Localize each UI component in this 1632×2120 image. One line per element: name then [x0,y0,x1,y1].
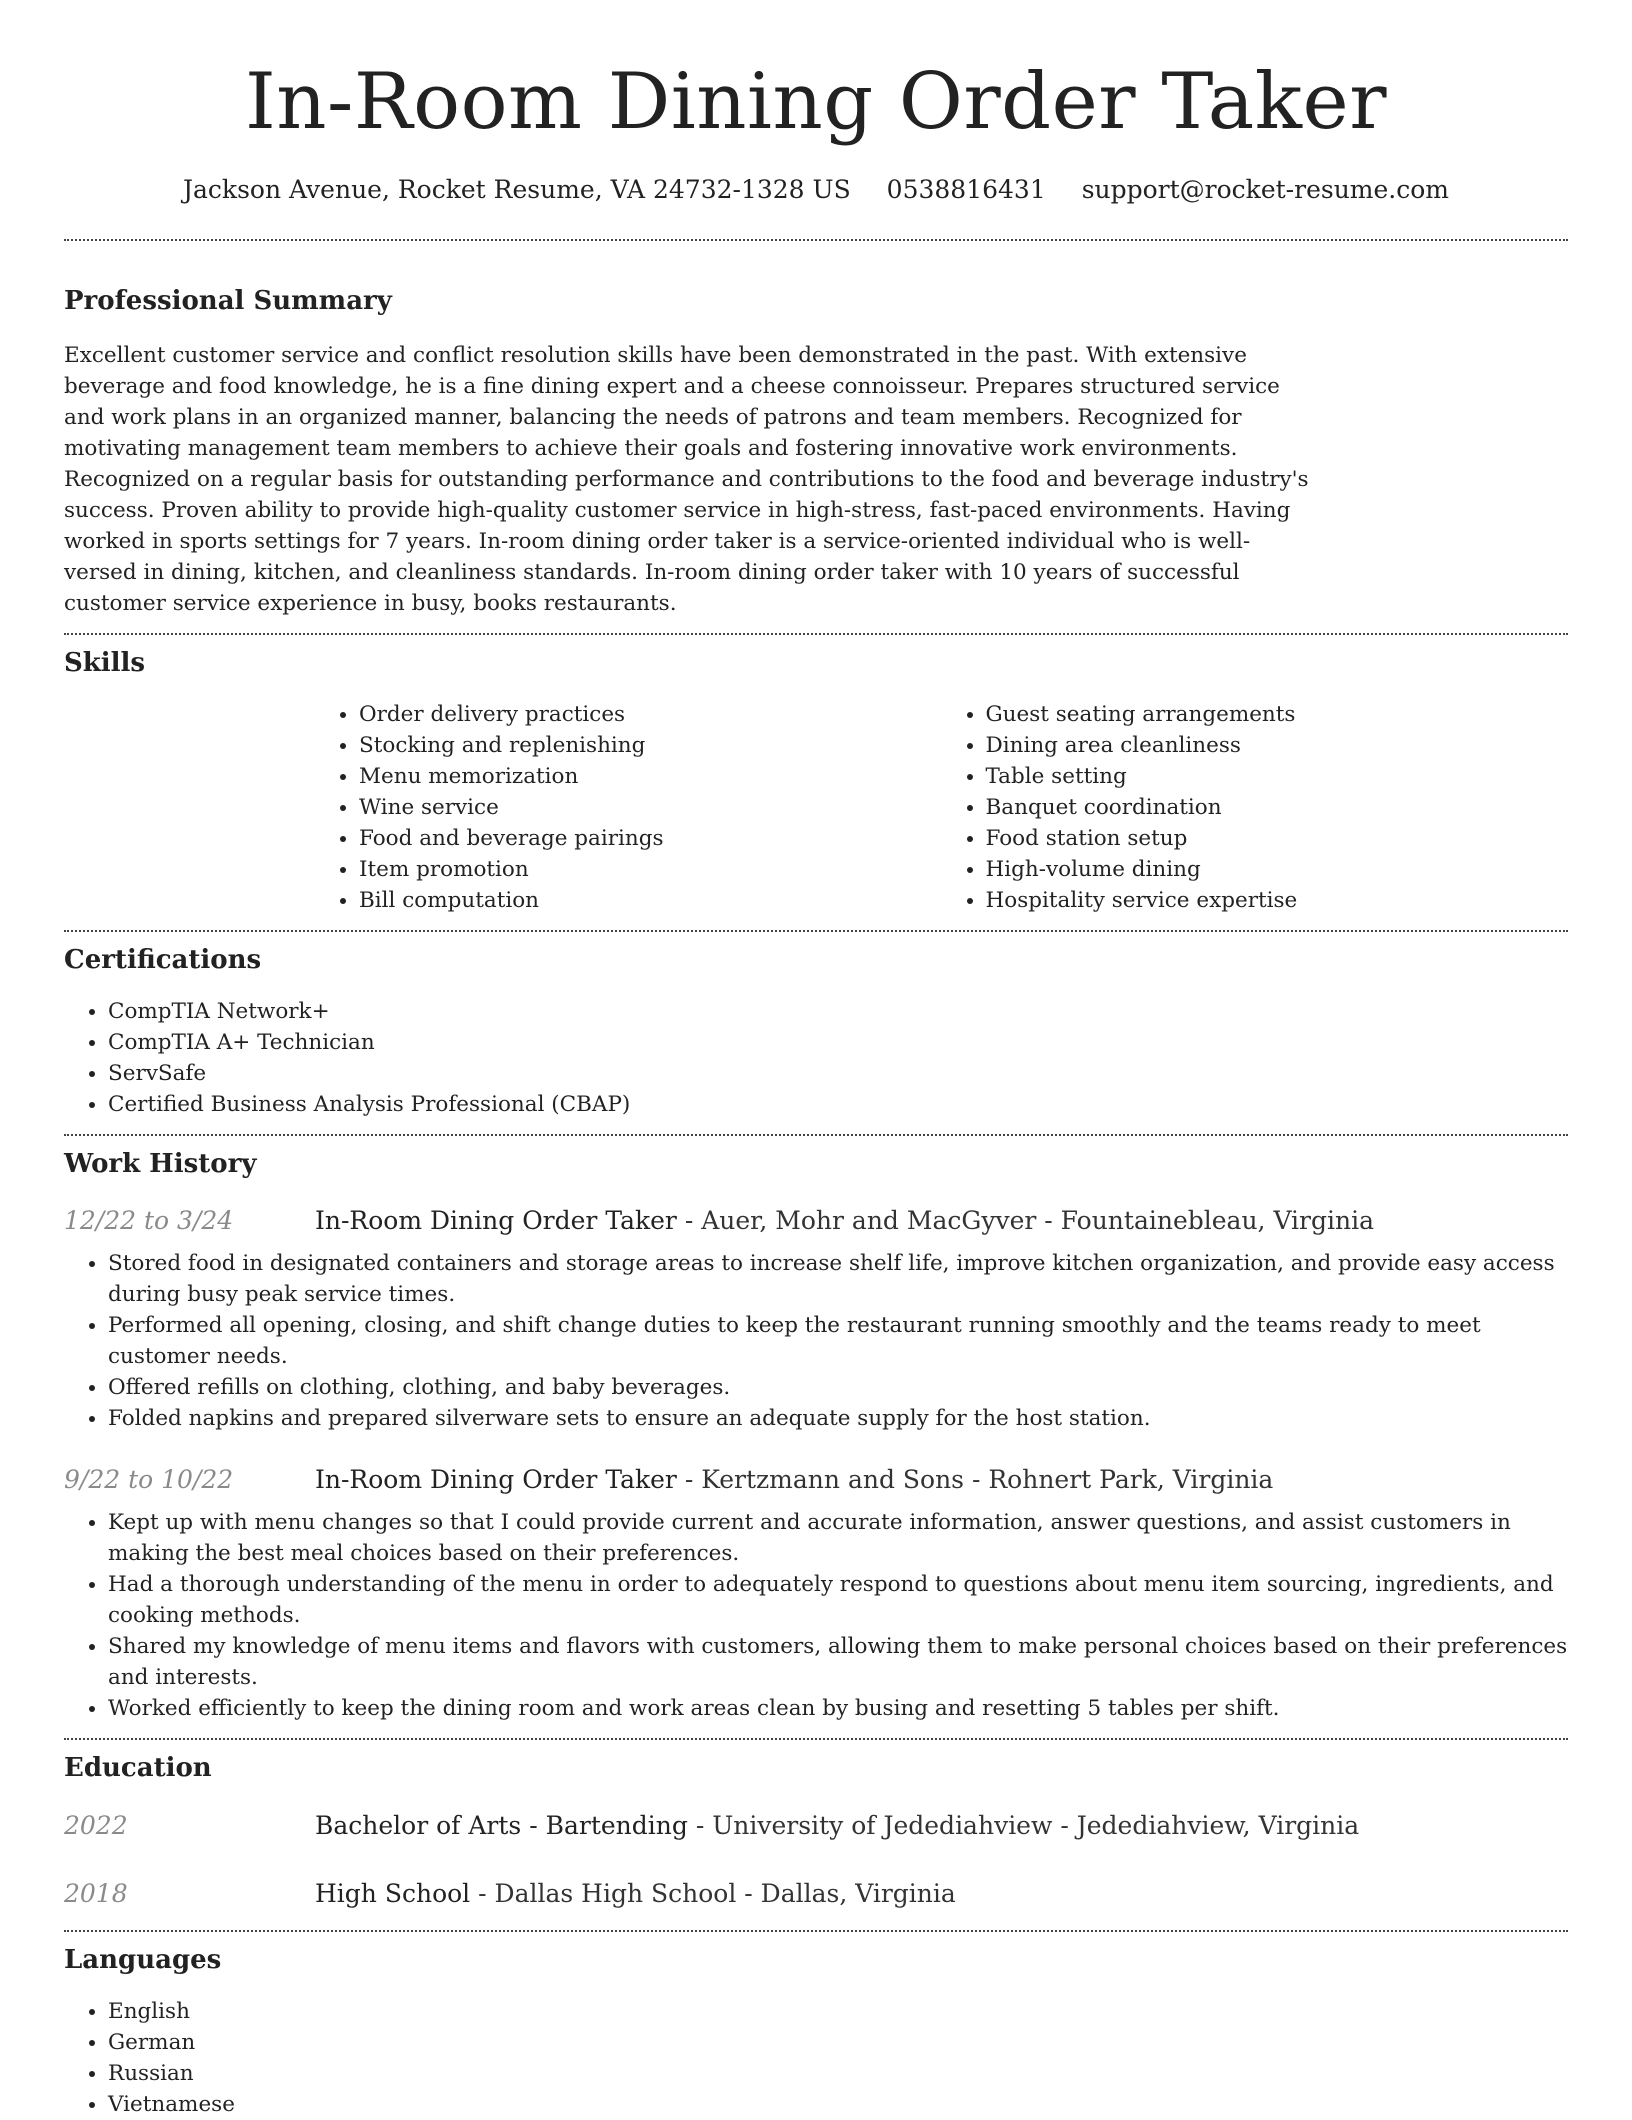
list-item: • English [108,1996,1568,2027]
section-title-certifications: Certifications [64,945,262,975]
list-item: • Food station setup [986,823,1569,854]
list-item: • Performed all opening, closing, and shift change duties to keep the restaurant running smoothly and the teams ready to meet customer needs. [108,1310,1568,1372]
section-title-languages: Languages [64,1945,222,1975]
job-dates: 9/22 to 10/22 [64,1465,234,1494]
job-bullets [64,1248,1568,1434]
job-bullets [64,1507,1568,1724]
contact-phone: 0538816431 [886,175,1046,204]
education-title [315,1876,956,1912]
list-item: • Vietnamese [108,2089,1568,2120]
list-item: • Food and beverage pairings [359,823,942,854]
skills-column-left [315,699,942,916]
list-item: • Shared my knowledge of menu items and flavors with customers, allowing them to make personal choices based on their preferences and interests. [108,1631,1568,1693]
list-item: • Russian [108,2058,1568,2089]
list-item: • Order delivery practices [359,699,942,730]
list-item: • Kept up with menu changes so that I could provide current and accurate information, answer questions, and assist customers in making the best meal choices based on their preferences. [108,1507,1568,1569]
skills-column-right [942,699,1569,916]
list-item: • Stored food in designated containers and storage areas to increase shelf life, improve kitchen organization, and provide easy access during busy peak service times. [108,1248,1568,1310]
section-title-summary: Professional Summary [64,286,392,316]
list-item: • German [108,2027,1568,2058]
list-item: • Hospitality service expertise [986,885,1569,916]
list-item: • CompTIA A+ Technician [108,1027,1568,1058]
list-item: • ServSafe [108,1058,1568,1089]
job-entry [64,1203,1568,1434]
job-employer: - Kertzmann and Sons - Rohnert Park, Virginia [676,1465,1274,1494]
skills-list [315,699,1568,916]
education-degree: Bachelor of Arts - Bartending [315,1811,688,1840]
list-item: • Worked efficiently to keep the dining room and work areas clean by busing and resetting 5 tables per shift. [108,1693,1568,1724]
education-year: 2018 [64,1879,128,1908]
education-entry [64,1808,1568,1844]
list-item: • Stocking and replenishing [359,730,942,761]
education-degree: High School [315,1879,471,1908]
list-item: • Bill computation [359,885,942,916]
list-item: • Item promotion [359,854,942,885]
list-item: • Guest seating arrangements [986,699,1569,730]
job-role: In-Room Dining Order Taker [315,1465,677,1494]
section-title-skills: Skills [64,648,146,678]
education-title [315,1808,1359,1844]
job-dates: 12/22 to 3/24 [64,1206,234,1235]
contact-line [64,172,1568,208]
list-item: • Table setting [986,761,1569,792]
list-item: • Wine service [359,792,942,823]
job-title [315,1462,1273,1498]
certifications-list [64,996,1568,1120]
contact-email[interactable]: support@rocket-resume.com [1081,175,1449,204]
list-item: • Had a thorough understanding of the menu in order to adequately respond to questions about menu item sourcing, ingredients, and cooking methods. [108,1569,1568,1631]
education-school: - University of Jedediahview - Jedediahview, Virginia [687,1811,1360,1840]
education-year: 2022 [64,1811,128,1840]
list-item: • Certified Business Analysis Professional (CBAP) [108,1089,1568,1120]
list-item: • High-volume dining [986,854,1569,885]
candidate-name: In-Room Dining Order Taker [244,57,1388,147]
education-entry [64,1876,1568,1912]
list-item: • CompTIA Network+ [108,996,1568,1027]
job-entry [64,1462,1568,1724]
list-item: • Menu memorization [359,761,942,792]
job-title [315,1203,1374,1239]
job-role: In-Room Dining Order Taker [315,1206,677,1235]
job-employer: - Auer, Mohr and MacGyver - Fountainebleau, Virginia [676,1206,1375,1235]
education-school: - Dallas High School - Dallas, Virginia [470,1879,956,1908]
section-title-work-history: Work History [64,1149,257,1179]
list-item: • Banquet coordination [986,792,1569,823]
languages-list [64,1996,1568,2120]
list-item: • Dining area cleanliness [986,730,1569,761]
section-title-education: Education [64,1753,212,1783]
resume-page [64,0,1568,2120]
contact-address: Jackson Avenue, Rocket Resume, VA 24732-1328 US [183,175,851,204]
list-item: • Folded napkins and prepared silverware sets to ensure an adequate supply for the host station. [108,1403,1568,1434]
summary-text: Excellent customer service and conflict resolution skills have been demonstrated in the past. With extensive beverage and food knowledge, he is a fine dining expert and a cheese connoisseur. Prepares structured service and work plans in an organized manner, balancing the needs of patrons and team members. Recognized for motivating management team members to achieve their goals and fostering innovative work environments. Recognized on a regular basis for outstanding performance and contributions to the food and beverage industry's success. Proven ability to provide high-quality customer service in high-stress, fast-paced environments. Having worked in sports settings for 7 years. In-room dining order taker is a service-oriented individual who is well-versed in dining, kitchen, and cleanliness standards. In-room dining order taker with 10 years of successful customer service experience in busy, books restaurants. [64,343,1309,616]
list-item: • Offered refills on clothing, clothing, and baby beverages. [108,1372,1568,1403]
